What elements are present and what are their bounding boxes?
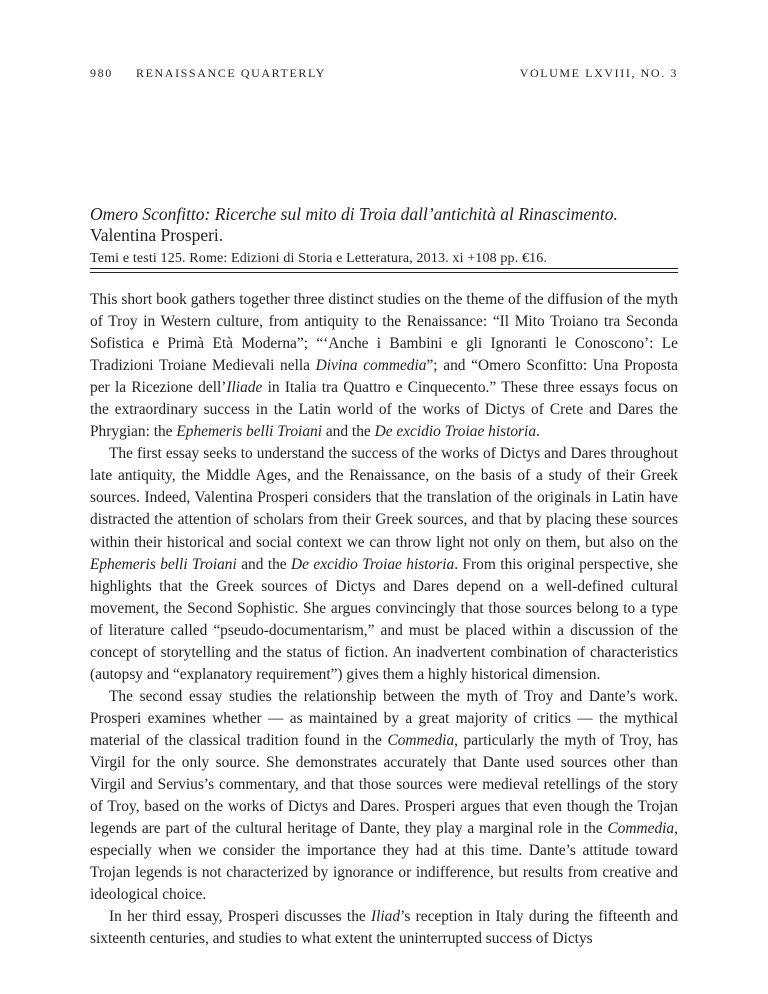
book-publication-info: Temi e testi 125. Rome: Edizioni di Storia e Letteratura, 2013. xi +108 pp. €16.	[90, 251, 548, 266]
italic-title-run: Divina commedia	[315, 357, 427, 375]
text-run: The first essay seeks to understand the success of the works of Dictys and Dares throughout late antiquity, the Middle Ages, and the Renaissance, on the basis of a study of their Greek sources. Indeed, Valentina Prosperi considers that the translation of the originals in Latin have distracted the attention of scholars from their Greek sources, and that by placing these sources within their historical and social context we can throw light not only on them, but also on the	[90, 445, 678, 551]
journal-title: RENAISSANCE QUARTERLY	[136, 66, 327, 80]
review-paragraph-4	[90, 906, 678, 950]
text-run: .	[536, 423, 540, 441]
italic-title-run: Commedia	[607, 820, 675, 838]
text-run: , especially when we consider the importance they had at this time. Dante’s attitude toward Trojan legends is not characterized by ignorance or indifference, but results from creative and ideological choice.	[90, 820, 678, 904]
page-number: 980	[90, 66, 113, 80]
italic-title-run: Commedia	[387, 731, 455, 749]
header-rule-bottom	[90, 272, 678, 273]
italic-title-run: Ephemeris belli Troiani	[176, 423, 322, 441]
review-body	[90, 289, 678, 950]
review-header	[90, 203, 678, 268]
text-run: ’s reception in Italy during the fifteenth and sixteenth centuries, and studies to what extent the uninterrupted success of Dictys	[90, 908, 678, 948]
book-title: Omero Sconfitto: Ricerche sul mito di Troia dall’antichità al Rinascimento.	[90, 204, 618, 224]
text-run: This short book gathers together three distinct studies on the theme of the diffusion of the myth of Troy in Western culture, from antiquity to the Renaissance: “Il Mito Troiano tra Seconda Sofistica e Primà Età Moderna”; “‘Anche i Bambini e gli Ignoranti le Conoscono’: Le Tradizioni Troiane Medievali nella	[90, 291, 678, 375]
text-run: and the	[322, 423, 375, 441]
text-run: . From this original perspective, she highlights that the Greek sources of Dictys and Dares depend on a well-defined cultural movement, the Second Sophistic. She argues convincingly that those sources belong to a type of literature called “pseudo-documentarism,” and must be placed within a discussion of the concept of storytelling and the status of fiction. An inadvertent combination of characteristics (autopsy and “explanatory requirement”) gives them a highly historical dimension.	[90, 555, 678, 683]
italic-title-run: Iliade	[226, 379, 263, 397]
text-run: In her third essay, Prosperi discusses the	[109, 908, 371, 926]
italic-title-run: Iliad	[371, 908, 401, 926]
running-head	[90, 66, 678, 82]
italic-title-run: Ephemeris belli Troiani	[90, 555, 237, 573]
italic-title-run: De excidio Troiae historia	[291, 555, 455, 573]
text-run: , particularly the myth of Troy, has Virgil for the only source. She demonstrates accurately that Dante used sources other than Virgil and Servius’s commentary, and that those sources were medieval retellings of the story of Troy, based on the works of Dictys and Dares. Prosperi argues that even though the Trojan legends are part of the cultural heritage of Dante, they play a marginal role in the	[90, 731, 678, 838]
text-run: in Italia tra Quattro e Cinquecento.” These three essays focus on the extraordinary success in the Latin world of the works of Dictys of Crete and Dares the Phrygian: the	[90, 379, 678, 441]
text-run: The second essay studies the relationship between the myth of Troy and Dante’s work. Prosperi examines whether — as maintained by a great majority of critics — the mythical material of the classical tradition found in the	[90, 687, 678, 749]
review-paragraph-2	[90, 443, 678, 686]
header-rule-top	[90, 268, 678, 269]
text-run: ”; and “Omero Sconfitto: Una Proposta per la Ricezione dell’	[90, 357, 678, 397]
book-author: Valentina Prosperi.	[90, 225, 224, 245]
text-run: and the	[236, 555, 292, 573]
review-paragraph-1	[90, 289, 678, 443]
italic-title-run: De excidio Troiae historia	[374, 423, 537, 441]
volume-issue: VOLUME LXVIII, NO. 3	[519, 66, 678, 80]
review-paragraph-3	[90, 686, 678, 906]
